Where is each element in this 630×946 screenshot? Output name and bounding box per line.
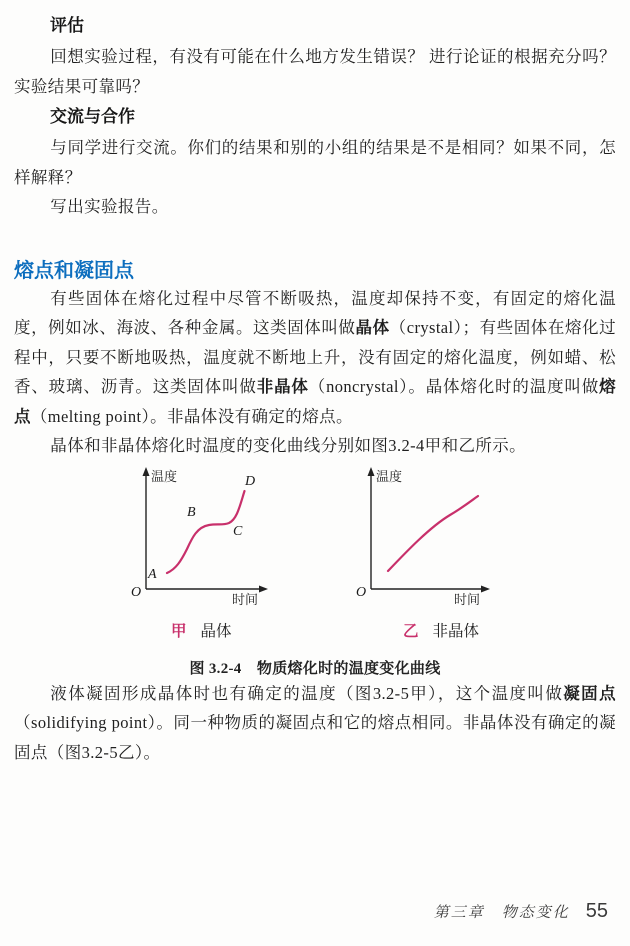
left-graph-tag-letter: 甲 xyxy=(171,622,187,640)
origin-label: O xyxy=(356,584,367,600)
communication-heading: 交流与合作 xyxy=(50,107,135,126)
footer-chapter-title: 第三章 物态变化 xyxy=(433,905,570,921)
right-graph-tag-letter: 乙 xyxy=(403,622,419,640)
x-axis-arrow-icon xyxy=(481,585,490,592)
crystal-melting-graph xyxy=(118,463,288,611)
left-graph-tag xyxy=(171,619,232,641)
page-footer xyxy=(434,900,608,923)
y-axis-label: 温度 xyxy=(151,468,178,484)
point-b-label: B xyxy=(187,504,196,520)
freezing-paragraph: 液体凝固形成晶体时也有确定的温度（图3.2-5甲），这个温度叫做凝固点（solidifying point）。同一种物质的凝固点和它的熔点相同。非晶体没有确定的凝固点（图3.2-5乙）。 xyxy=(14,683,617,762)
noncrystal-melting-graph xyxy=(352,463,522,611)
point-d-label: D xyxy=(245,473,256,489)
melting-paragraph-2: 晶体和非晶体熔化时温度的变化曲线分别如图3.2-4甲和乙所示。 xyxy=(50,436,527,455)
point-c-label: C xyxy=(233,523,243,539)
graphs-row xyxy=(14,463,616,611)
origin-label: O xyxy=(131,584,142,600)
melting-paragraph-1: 有些固体在熔化过程中尽管不断吸热，温度却保持不变，有固定的熔化温度，例如冰、海波、各种金属。这类固体叫做晶体（crystal）；有些固体在熔化过程中，只要不断地吸热，温度就不断地上升，没有固定的熔化温度，例如蜡、松香、玻璃、沥青。这类固体叫做非晶体（noncrystal）。晶体熔化时的温度叫做熔点（melting point）。非晶体没有确定的熔点。 xyxy=(14,288,617,426)
section-title-melting-freezing: 熔点和凝固点 xyxy=(14,259,134,282)
y-axis-label: 温度 xyxy=(376,468,403,484)
footer-page-number: 55 xyxy=(585,900,608,922)
noncrystal-curve xyxy=(388,496,478,571)
right-graph-tag xyxy=(403,619,479,641)
right-graph-tag-label: 非晶体 xyxy=(432,622,480,640)
x-axis-label: 时间 xyxy=(454,591,481,607)
x-axis-label: 时间 xyxy=(232,591,259,607)
y-axis-arrow-icon xyxy=(143,467,150,476)
communication-paragraph: 与同学进行交流。你们的结果和别的小组的结果是不是相同？如果不同，怎样解释？ xyxy=(14,138,616,187)
x-axis-arrow-icon xyxy=(259,585,268,592)
figure-3-2-4 xyxy=(14,463,616,679)
point-a-label: A xyxy=(148,566,157,582)
report-paragraph: 写出实验报告。 xyxy=(50,197,169,216)
evaluation-paragraph: 回想实验过程，有没有可能在什么地方发生错误？ 进行论证的根据充分吗？实验结果可靠吗？ xyxy=(14,47,616,96)
figure-caption: 图 3.2-4 物质熔化时的温度变化曲线 xyxy=(189,660,441,677)
y-axis-arrow-icon xyxy=(368,467,375,476)
evaluation-heading: 评估 xyxy=(50,16,84,35)
left-graph-tag-label: 晶体 xyxy=(200,622,232,640)
graph-tags-row xyxy=(14,619,616,647)
